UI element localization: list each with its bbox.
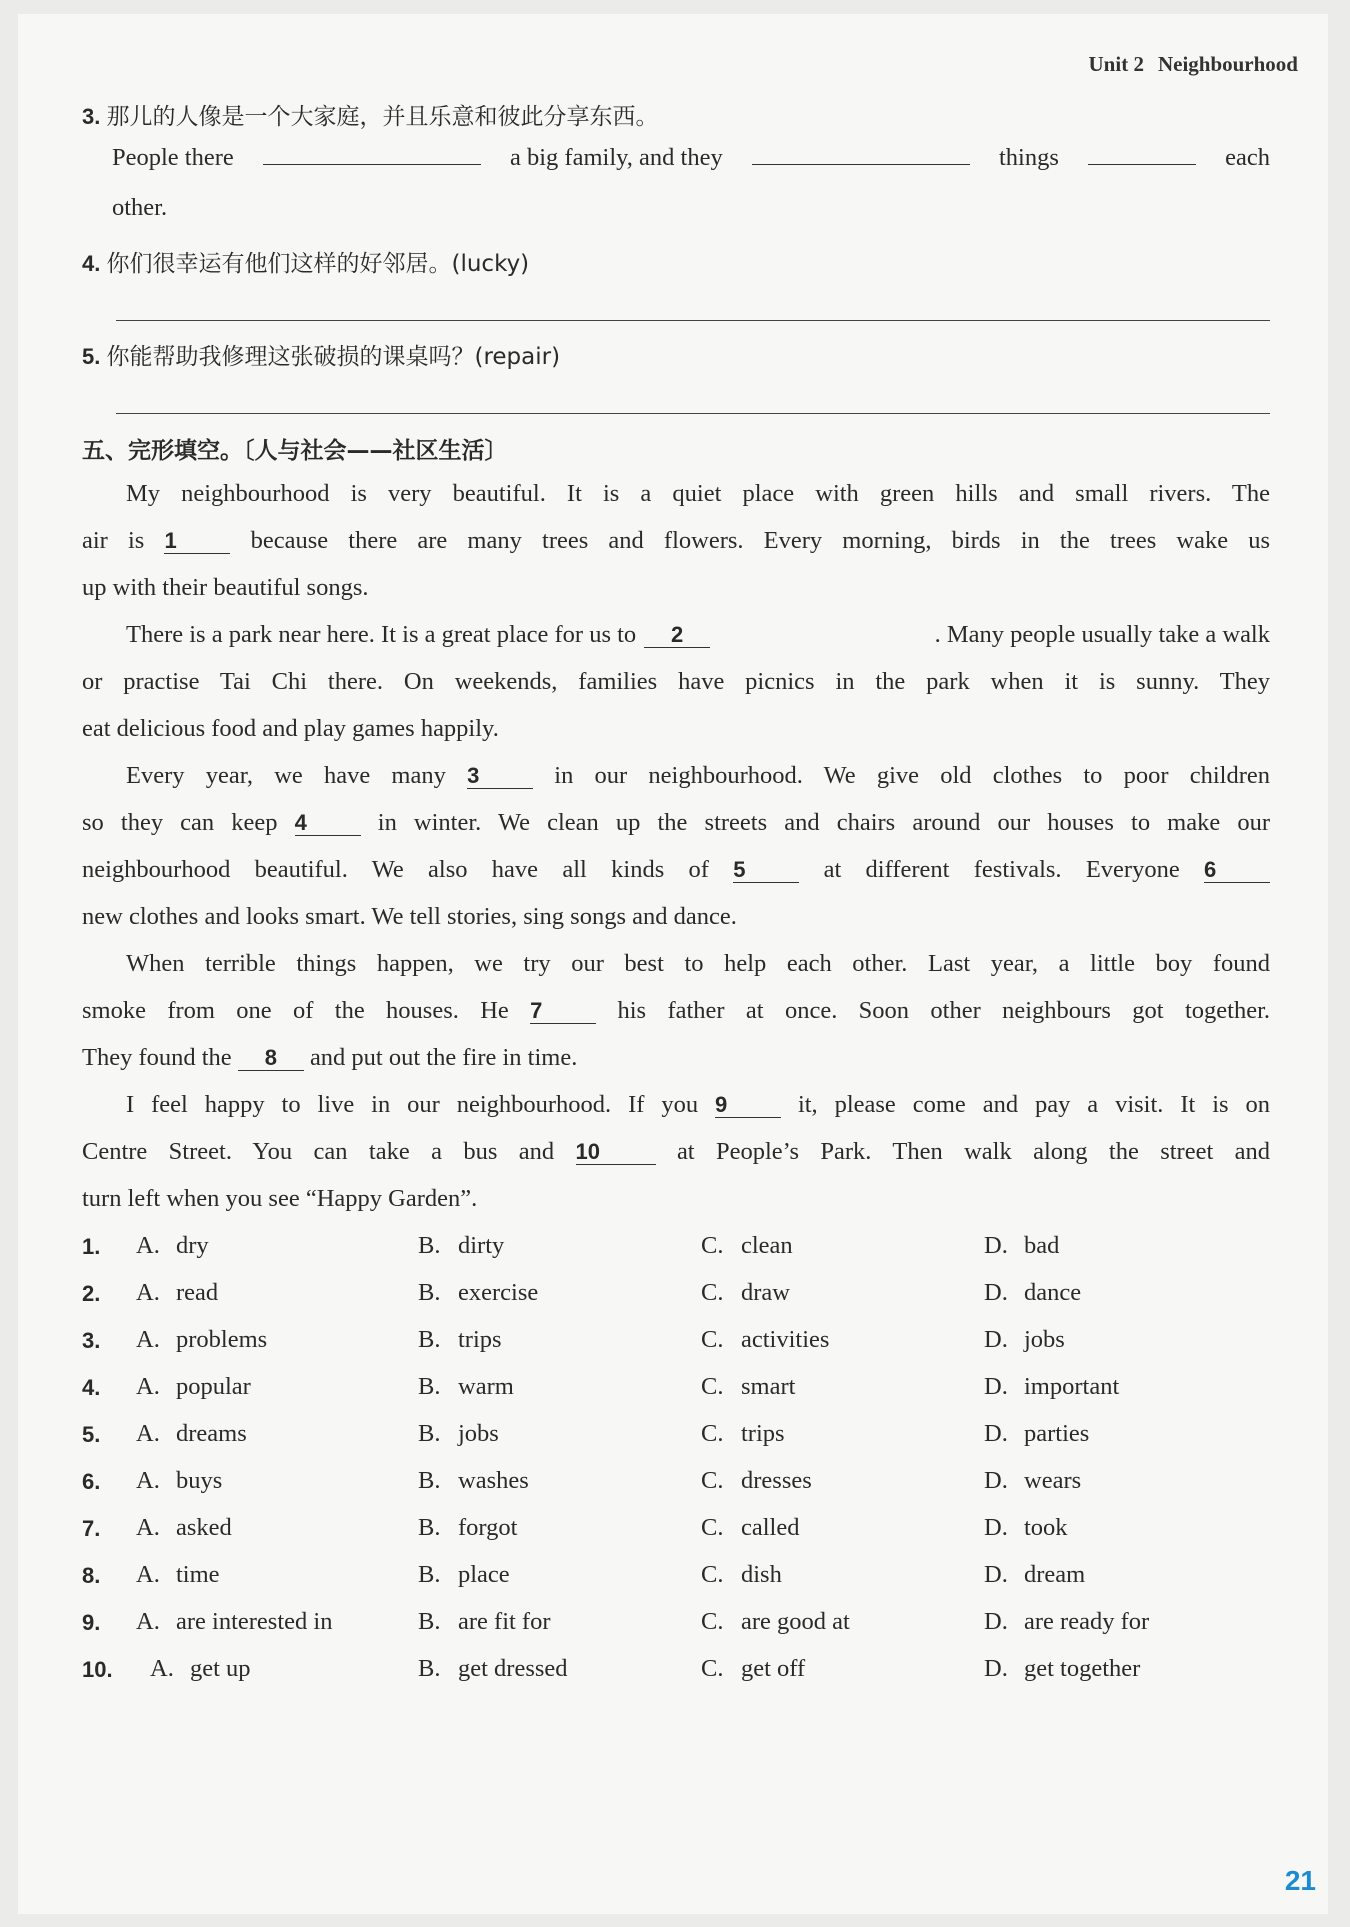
option-letter: A. [136, 1420, 160, 1447]
option-text: place [458, 1561, 510, 1588]
option-d[interactable] [984, 1232, 1059, 1260]
unit-title: Neighbourhood [1157, 52, 1298, 76]
option-b[interactable] [418, 1655, 568, 1683]
option-c[interactable] [701, 1373, 795, 1401]
option-c[interactable] [701, 1655, 805, 1683]
option-letter: D. [984, 1279, 1008, 1306]
option-text: important [1024, 1373, 1120, 1400]
option-b[interactable] [418, 1467, 529, 1495]
passage-line: Every year, we have many 3 in our neighbourhood. We give old clothes to poor children [126, 762, 1270, 789]
option-letter: D. [984, 1326, 1008, 1353]
question-3-chinese: 3. 那儿的人像是一个大家庭，并且乐意和彼此分享东西。 [82, 104, 659, 130]
option-letter: D. [984, 1467, 1008, 1494]
option-c[interactable] [701, 1514, 800, 1542]
option-letter: C. [701, 1279, 724, 1306]
option-c[interactable] [701, 1467, 812, 1495]
option-text: get together [1024, 1655, 1141, 1682]
option-text: clean [741, 1232, 793, 1259]
option-letter: C. [701, 1420, 724, 1447]
option-a[interactable] [136, 1232, 209, 1260]
option-number: 9. [82, 1610, 101, 1635]
option-b[interactable] [418, 1326, 502, 1354]
option-text: asked [176, 1514, 232, 1541]
option-d[interactable] [984, 1561, 1085, 1589]
option-letter: B. [418, 1373, 441, 1400]
passage-line: When terrible things happen, we try our best to help each other. Last year, a little boy found [126, 950, 1270, 977]
option-text: trips [741, 1420, 785, 1447]
option-d[interactable] [984, 1655, 1140, 1683]
option-letter: B. [418, 1232, 441, 1259]
option-letter: B. [418, 1561, 441, 1588]
option-letter: B. [418, 1608, 441, 1635]
option-letter: C. [701, 1373, 724, 1400]
option-letter: D. [984, 1373, 1008, 1400]
cloze-blank-3[interactable]: 3 [467, 764, 533, 789]
option-letter: B. [418, 1467, 441, 1494]
cloze-blank-4[interactable]: 4 [295, 811, 361, 836]
option-letter: A. [136, 1467, 160, 1494]
option-c[interactable] [701, 1279, 790, 1307]
option-d[interactable] [984, 1608, 1149, 1636]
passage-line: air is 1 because there are many trees and flowers. Every morning, birds in the trees wake us [82, 527, 1270, 554]
option-number: 3. [82, 1328, 101, 1353]
option-letter: C. [701, 1326, 724, 1353]
answer-blank[interactable] [263, 142, 481, 165]
option-letter: B. [418, 1420, 441, 1447]
option-number: 1. [82, 1234, 101, 1259]
option-letter: A. [150, 1655, 174, 1682]
option-letter: B. [418, 1655, 441, 1682]
option-b[interactable] [418, 1561, 510, 1589]
cloze-blank-7[interactable]: 7 [530, 999, 596, 1024]
option-text: activities [741, 1326, 830, 1353]
option-text: bad [1024, 1232, 1060, 1259]
option-c[interactable] [701, 1420, 785, 1448]
option-letter: C. [701, 1232, 724, 1259]
option-text: get up [190, 1655, 251, 1682]
option-text: jobs [1024, 1326, 1065, 1353]
option-text: get off [741, 1655, 806, 1682]
passage-line: I feel happy to live in our neighbourhood. If you 9 it, please come and pay a visit. It is on [126, 1091, 1270, 1118]
option-c[interactable] [701, 1608, 850, 1636]
option-letter: A. [136, 1232, 160, 1259]
cloze-blank-10[interactable]: 10 [576, 1140, 656, 1165]
option-a[interactable] [150, 1655, 251, 1683]
option-text: warm [458, 1373, 514, 1400]
option-text: draw [741, 1279, 790, 1306]
unit-label: Unit 2 [1088, 52, 1144, 76]
option-text: read [176, 1279, 219, 1306]
option-number: 5. [82, 1422, 101, 1447]
option-d[interactable] [984, 1279, 1081, 1307]
cloze-blank-9[interactable]: 9 [715, 1093, 781, 1118]
option-letter: B. [418, 1514, 441, 1541]
option-letter: C. [701, 1608, 724, 1635]
option-text: buys [176, 1467, 223, 1494]
option-text: are good at [741, 1608, 850, 1635]
option-text: jobs [458, 1420, 499, 1447]
question-5-chinese: 5. 你能帮助我修理这张破损的课桌吗？(repair) [82, 344, 561, 370]
page-header [1089, 52, 1298, 77]
option-letter: D. [984, 1561, 1008, 1588]
option-letter: B. [418, 1279, 441, 1306]
option-a[interactable] [136, 1467, 222, 1495]
section-title: 五、完形填空。〔人与社会——社区生活〕 [82, 438, 508, 464]
option-a[interactable] [136, 1279, 218, 1307]
option-text: are fit for [458, 1608, 551, 1635]
option-letter: A. [136, 1608, 160, 1635]
passage-line: up with their beautiful songs. [82, 574, 369, 601]
option-text: trips [458, 1326, 502, 1353]
option-d[interactable] [984, 1420, 1089, 1448]
page-number: 21 [1284, 1865, 1316, 1896]
option-text: are interested in [176, 1608, 333, 1635]
option-d[interactable] [984, 1467, 1081, 1495]
option-d[interactable] [984, 1326, 1065, 1354]
answer-line-4[interactable] [116, 320, 1270, 321]
option-a[interactable] [136, 1561, 220, 1589]
option-a[interactable] [136, 1373, 251, 1401]
option-letter: C. [701, 1467, 724, 1494]
option-d[interactable] [984, 1373, 1119, 1401]
option-number: 10. [82, 1657, 113, 1682]
option-text: smart [741, 1373, 796, 1400]
passage-line: neighbourhood beautiful. We also have all kinds of 5 at different festivals. Everyone 6 [82, 856, 1270, 884]
option-text: exercise [458, 1279, 539, 1306]
cloze-blank-2[interactable]: 2 [644, 623, 710, 648]
passage-line: smoke from one of the houses. He 7 his father at once. Soon other neighbours got together. [82, 997, 1270, 1024]
option-number: 4. [82, 1375, 101, 1400]
option-a[interactable] [136, 1514, 232, 1542]
option-text: dry [176, 1232, 209, 1259]
option-number: 7. [82, 1516, 101, 1541]
option-text: washes [458, 1467, 529, 1494]
option-d[interactable] [984, 1514, 1068, 1542]
passage-line: Centre Street. You can take a bus and 10 at People’s Park. Then walk along the street and [82, 1138, 1271, 1165]
answer-blank[interactable] [752, 142, 970, 165]
option-text: get dressed [458, 1655, 568, 1682]
option-letter: C. [701, 1514, 724, 1541]
answer-blank[interactable] [1088, 142, 1196, 165]
option-b[interactable] [418, 1232, 504, 1260]
option-text: parties [1024, 1420, 1090, 1447]
option-letter: D. [984, 1420, 1008, 1447]
cloze-blank-5[interactable]: 5 [733, 858, 799, 883]
option-letter: C. [701, 1655, 724, 1682]
option-a[interactable] [136, 1420, 247, 1448]
option-number: 8. [82, 1563, 101, 1588]
option-b[interactable] [418, 1279, 538, 1307]
passage-line: My neighbourhood is very beautiful. It is a quiet place with green hills and small rivers. The [126, 480, 1270, 507]
option-text: wears [1024, 1467, 1082, 1494]
passage-line: eat delicious food and play games happily. [82, 715, 499, 742]
option-letter: A. [136, 1561, 160, 1588]
option-a[interactable] [136, 1608, 332, 1636]
option-a[interactable] [136, 1326, 267, 1354]
option-number: 2. [82, 1281, 101, 1306]
passage-line: There is a park near here. It is a great place for us to 2 . Many people usually take a walk [126, 621, 1270, 648]
option-text: called [741, 1514, 800, 1541]
option-c[interactable] [701, 1232, 793, 1260]
passage-line: so they can keep 4 in winter. We clean up the streets and chairs around our houses to make our [82, 809, 1271, 836]
option-b[interactable] [418, 1608, 551, 1636]
option-c[interactable] [701, 1561, 782, 1589]
option-letter: D. [984, 1655, 1008, 1682]
option-letter: A. [136, 1279, 160, 1306]
option-letter: A. [136, 1373, 160, 1400]
option-text: dresses [741, 1467, 812, 1494]
option-text: forgot [458, 1514, 518, 1541]
option-b[interactable] [418, 1514, 517, 1542]
cloze-blank-6[interactable]: 6 [1204, 858, 1270, 883]
question-3-english-cont: other. [112, 194, 168, 221]
passage-line: new clothes and looks smart. We tell stories, sing songs and dance. [82, 903, 737, 930]
option-letter: B. [418, 1326, 441, 1353]
cloze-blank-8[interactable]: 8 [238, 1046, 304, 1071]
option-text: dance [1024, 1279, 1082, 1306]
option-text: dream [1024, 1561, 1086, 1588]
option-text: dish [741, 1561, 782, 1588]
option-text: problems [176, 1326, 268, 1353]
question-3-english: People there a big family, and they things each [112, 144, 1270, 171]
option-text: took [1024, 1514, 1068, 1541]
option-letter: D. [984, 1608, 1008, 1635]
cloze-blank-1[interactable]: 1 [164, 529, 230, 554]
answer-line-5[interactable] [116, 413, 1270, 414]
option-text: dirty [458, 1232, 505, 1259]
option-b[interactable] [418, 1373, 514, 1401]
option-number: 6. [82, 1469, 101, 1494]
option-letter: D. [984, 1232, 1008, 1259]
option-c[interactable] [701, 1326, 829, 1354]
option-text: dreams [176, 1420, 247, 1447]
option-letter: A. [136, 1326, 160, 1353]
option-text: are ready for [1024, 1608, 1150, 1635]
passage-line: turn left when you see “Happy Garden”. [82, 1185, 478, 1212]
question-4-chinese: 4. 你们很幸运有他们这样的好邻居。(lucky) [82, 251, 530, 277]
option-b[interactable] [418, 1420, 499, 1448]
passage-line: They found the 8 and put out the fire in time. [82, 1044, 578, 1071]
option-text: time [176, 1561, 220, 1588]
option-text: popular [176, 1373, 251, 1400]
option-letter: A. [136, 1514, 160, 1541]
option-letter: D. [984, 1514, 1008, 1541]
option-letter: C. [701, 1561, 724, 1588]
passage-line: or practise Tai Chi there. On weekends, families have picnics in the park when it is sunny. They [82, 668, 1270, 695]
